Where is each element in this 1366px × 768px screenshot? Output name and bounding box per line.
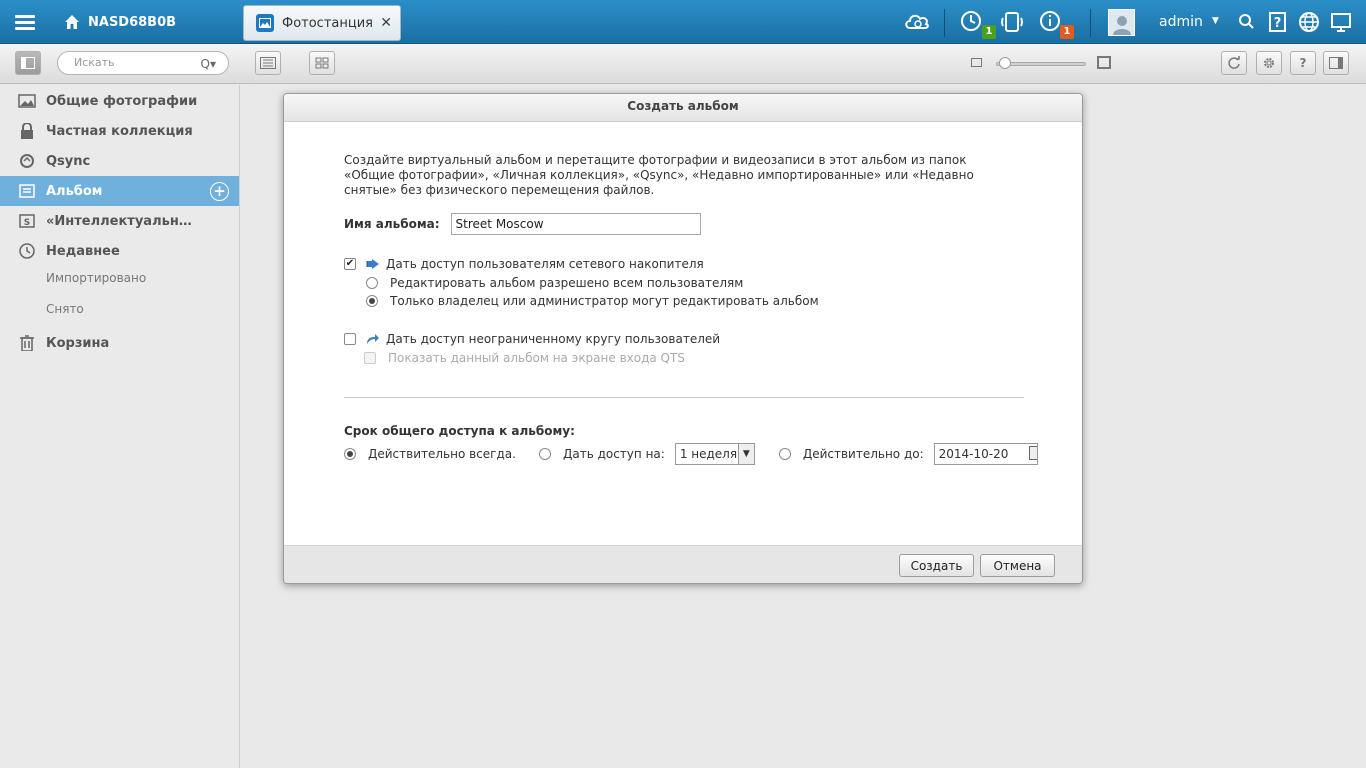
clock-icon [18,243,36,259]
share-arrow-icon [366,333,380,345]
share-public-checkbox[interactable] [344,333,356,345]
nas-name: NASD68B0B [88,14,177,30]
dialog-description: Создайте виртуальный альбом и перетащите фотографии и видеозаписи в этот альбом из папок «Общие фотографии», «Личная коллекция», «Qsync», «Недавно импортированные» или «Недавно снятые» без физического перемещения файлов. [344,153,974,197]
plus-icon: + [213,182,226,200]
period-forever-label: Действительно всегда. [368,447,516,461]
share-public-row [344,332,720,346]
share-period-label: Срок общего доступа к альбому: [344,424,575,438]
gear-icon [1262,56,1276,70]
app-tab-photostation[interactable] [243,5,401,41]
sidebar-item-label: «Интеллектуальн… [46,213,192,229]
zoom-out-icon[interactable] [971,58,982,67]
period-for-radio[interactable] [539,448,551,460]
app-tab-label: Фотостанция [282,15,373,31]
sidebar-item-smart-album[interactable] [0,206,239,236]
calendar-icon[interactable] [1029,446,1038,460]
info-panel-button[interactable] [1323,51,1349,75]
top-bar [0,0,1366,44]
toggle-sidebar-button[interactable] [15,51,41,75]
nas-home-tab[interactable] [52,4,238,40]
sidebar-item-recent[interactable] [0,236,239,266]
divider [944,9,945,37]
period-until-value: 2014-10-20 [938,447,1009,461]
hamburger-icon [15,21,35,24]
chevron-down-icon[interactable]: ▼ [1212,16,1219,26]
thumbnail-view-icon [315,57,329,69]
show-login-row [364,351,685,365]
cancel-button[interactable]: Отмена [980,554,1055,577]
share-period-heading-row [344,424,575,438]
cloud-icon[interactable] [903,10,927,34]
photo-icon [18,93,36,109]
share-period-row [344,443,1038,465]
show-login-checkbox[interactable] [364,352,376,364]
sidebar-item-imported[interactable]: Импортировано [46,271,147,285]
refresh-button[interactable] [1221,51,1247,75]
edit-owner-radio[interactable] [366,295,378,307]
sidebar-item-private-collection[interactable] [0,116,239,146]
sync-icon [18,153,36,169]
sidebar-item-label: Общие фотографии [46,93,198,109]
search-icon[interactable]: Q▾ [200,57,216,71]
edit-all-row [366,276,743,290]
user-name[interactable]: admin [1159,14,1203,30]
svg-text:S: S [23,218,31,228]
edit-all-label: Редактировать альбом разрешено всем пользователям [390,276,744,290]
photostation-icon [256,14,274,32]
search-icon[interactable] [1237,10,1261,34]
share-nas-checkbox[interactable] [344,258,356,270]
panel-icon [1329,57,1343,69]
sidebar-item-label: Недавнее [46,243,120,259]
search-input[interactable] [57,51,229,75]
sidebar-item-label: Корзина [46,335,110,351]
album-name-field[interactable]: Street Moscow [451,213,701,235]
divider [344,397,1024,398]
toolbar [0,44,1366,84]
smart-album-icon [18,213,36,229]
sidebar [0,85,240,768]
show-login-label: Показать данный альбом на экране входа QTS [388,351,685,365]
sidebar-item-label: Qsync [46,153,91,169]
list-view-icon [260,57,276,69]
list-view-button[interactable] [255,51,281,75]
zoom-in-icon[interactable] [1097,56,1111,69]
refresh-icon [1227,56,1241,70]
help-icon: ? [1299,56,1307,70]
album-name-label: Имя альбома: [344,217,440,231]
period-until-label: Действительно до: [802,447,924,461]
tasks-badge: 1 [982,25,996,39]
background-tasks-icon[interactable] [960,10,984,34]
trash-icon [18,335,36,351]
sidebar-panel-icon [21,57,35,69]
close-tab-icon[interactable]: ✕ [380,15,392,31]
desktop-icon[interactable] [1329,10,1353,34]
zoom-slider-handle[interactable] [999,57,1011,69]
period-for-label: Дать доступ на: [562,447,665,461]
sidebar-item-qsync[interactable] [0,146,239,176]
sidebar-item-album[interactable] [0,176,239,206]
create-album-dialog [283,93,1083,584]
sidebar-item-trash[interactable] [0,328,239,358]
divider [1090,9,1091,37]
period-until-date-field[interactable] [934,443,1038,465]
external-device-icon[interactable] [1000,10,1024,34]
period-until-radio[interactable] [779,448,791,460]
share-nas-row [344,257,704,271]
language-globe-icon[interactable] [1297,10,1321,34]
add-album-button[interactable] [210,182,229,201]
help-button[interactable] [1290,51,1316,75]
settings-button[interactable] [1256,51,1282,75]
chevron-down-icon: ▼ [738,444,754,464]
edit-all-radio[interactable] [366,277,378,289]
share-nas-label: Дать доступ пользователям сетевого накопителя [386,257,704,271]
sidebar-item-shared-photos[interactable] [0,86,239,116]
dialog-title: Создать альбом [284,94,1082,122]
edit-owner-row [366,294,819,308]
dialog-footer [284,545,1083,584]
lock-icon [18,123,36,139]
sidebar-item-label: Альбом [46,183,103,199]
sidebar-item-taken[interactable]: Снято [46,302,84,316]
notification-badge: 1 [1060,25,1074,39]
share-public-label: Дать доступ неограниченному кругу пользователей [386,332,721,346]
help-icon[interactable] [1268,10,1292,34]
share-nas-icon [366,259,380,269]
album-name-row [344,213,701,235]
period-duration-select[interactable] [675,443,755,465]
main-menu-button[interactable] [0,0,50,44]
period-duration-value: 1 неделя [679,447,738,461]
period-forever-radio[interactable] [344,448,356,460]
thumbnail-view-button[interactable] [309,51,335,75]
sidebar-item-label: Частная коллекция [46,123,193,139]
avatar[interactable] [1108,9,1135,36]
svg-text:?: ? [1273,16,1282,31]
home-icon [64,14,80,30]
edit-owner-label: Только владелец или администратор могут редактировать альбом [390,294,819,308]
search-placeholder: Искать [74,56,115,69]
create-button[interactable]: Создать [899,554,974,577]
album-icon [18,183,36,199]
